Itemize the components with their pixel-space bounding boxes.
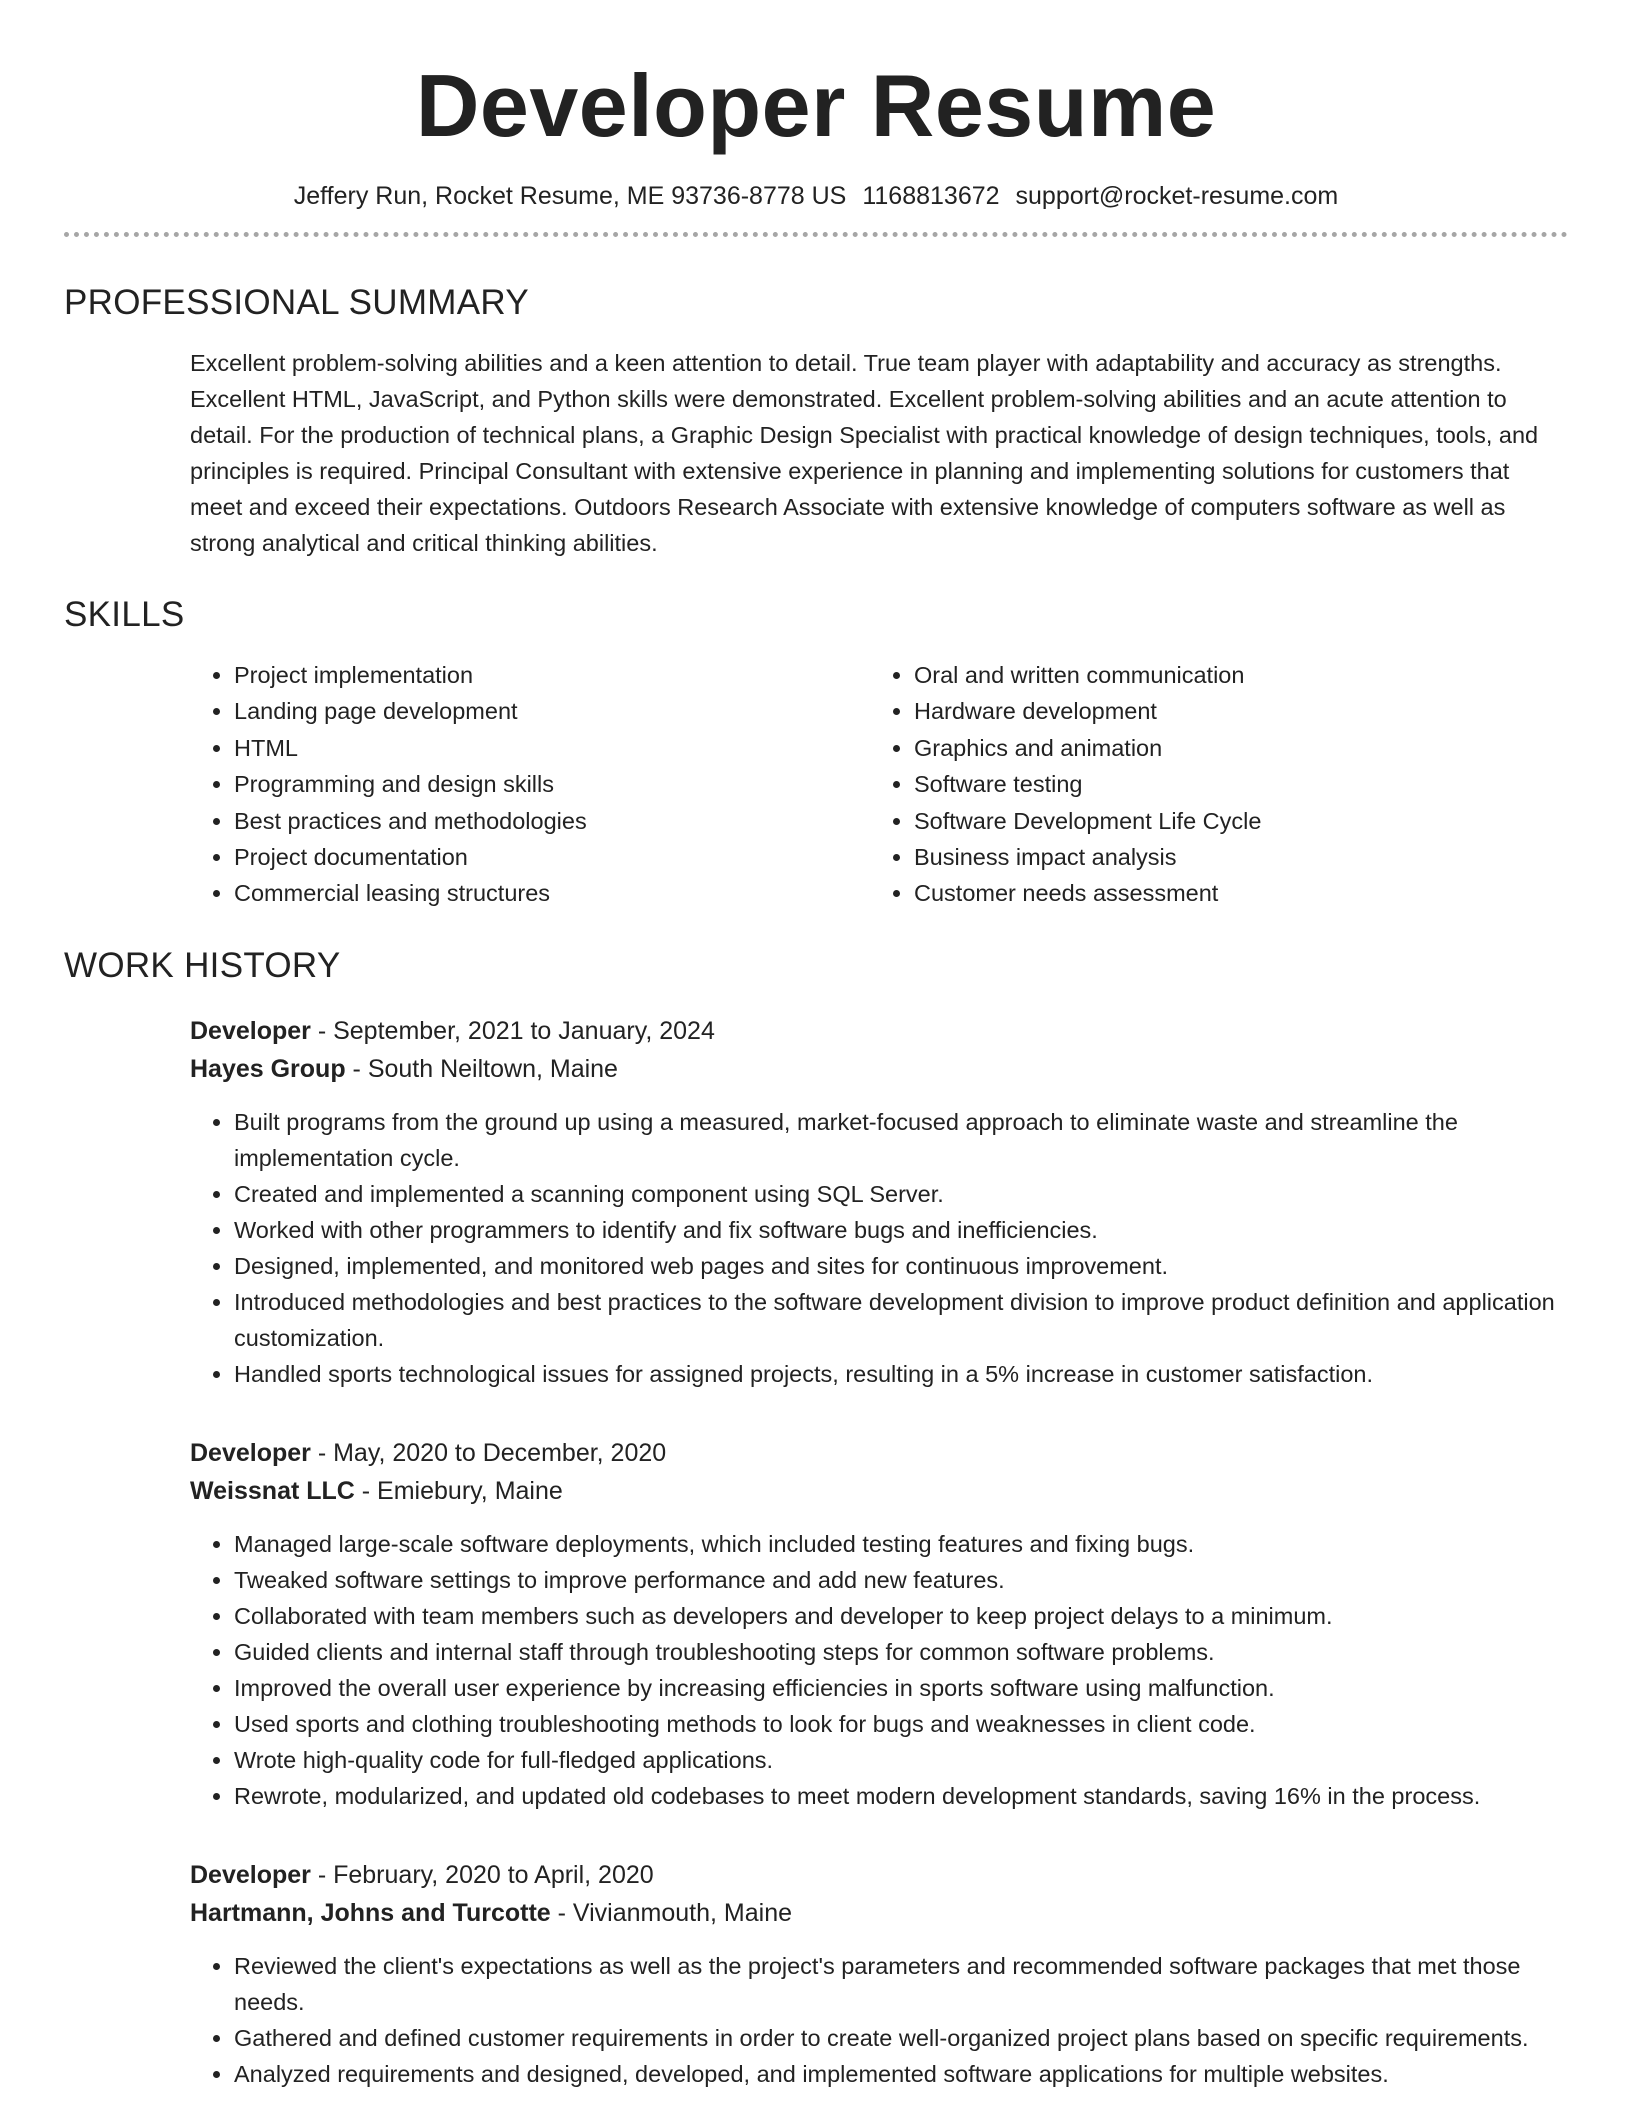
job-location: - Emiebury, Maine [354,1476,563,1505]
job-title-line [190,1012,1568,1050]
job-bullet: • Worked with other programmers to identify and fix software bugs and inefficiencies. [234,1212,1568,1248]
skill-item: • Graphics and animation [914,730,1261,766]
skill-item: • Landing page development [234,693,870,729]
job-company: Hayes Group [190,1054,346,1083]
job-bullet: • Used sports and clothing troubleshooting methods to look for bugs and weaknesses in client code. [234,1706,1568,1742]
job-bullet: • Wrote high-quality code for full-fledged applications. [234,1742,1568,1778]
job-company: Weissnat LLC [190,1476,355,1505]
job-dates: - September, 2021 to January, 2024 [310,1016,715,1045]
header-divider [64,232,1568,237]
skill-item: • Best practices and methodologies [234,803,870,839]
contact-address: Jeffery Run, Rocket Resume, ME 93736-8778 US [293,182,847,210]
resume-page [64,0,1568,2092]
job-entry [190,1856,1568,2092]
job-role: Developer [190,1438,311,1467]
resume-title: Developer Resume [415,56,1217,155]
job-bullet: • Collaborated with team members such as developers and developer to keep project delays to a minimum. [234,1598,1568,1634]
job-title-line [190,1434,1568,1472]
skill-item: • Customer needs assessment [914,875,1261,911]
skills-column-right [870,657,1261,912]
job-bullet: • Built programs from the ground up using a measured, market-focused approach to eliminate waste and streamline the implementation cycle. [234,1104,1568,1176]
skill-item: • Oral and written communication [914,657,1261,693]
skill-item: • Project documentation [234,839,870,875]
job-entry [190,1434,1568,1814]
skill-item: • Software testing [914,766,1261,802]
job-company: Hartmann, Johns and Turcotte [190,1898,551,1927]
contact-email: support@rocket-resume.com [1015,182,1339,210]
skills-heading: SKILLS [64,595,185,634]
job-bullet: • Managed large-scale software deployments, which included testing features and fixing bugs. [234,1526,1568,1562]
skill-item: • HTML [234,730,870,766]
skills-column-left [190,657,870,912]
job-role: Developer [190,1016,311,1045]
job-dates: - February, 2020 to April, 2020 [310,1860,654,1889]
skills-list [190,657,1568,912]
job-bullet: • Rewrote, modularized, and updated old codebases to meet modern development standards, saving 16% in the process. [234,1778,1568,1814]
job-bullet: • Designed, implemented, and monitored web pages and sites for continuous improvement. [234,1248,1568,1284]
job-dates: - May, 2020 to December, 2020 [310,1438,667,1467]
job-bullets [190,1948,1568,2092]
summary-text: Excellent problem-solving abilities and a keen attention to detail. True team player with adaptability and accuracy as strengths. Excellent HTML, JavaScript, and Python skills were demonstrated. Excellent problem-solving abilities and an acute attention to detail. For the production of technical plans, a Graphic Design Specialist with practical knowledge of design techniques, tools, and principles is required. Principal Consultant with extensive experience in planning and implementing solutions for customers that meet and exceed their expectations. Outdoors Research Associate with extensive knowledge of computers software as well as strong analytical and critical thinking abilities. [190,350,1539,556]
job-bullets [190,1526,1568,1814]
job-bullet: • Reviewed the client's expectations as well as the project's parameters and recommended software packages that met those needs. [234,1948,1568,2020]
skill-item: • Programming and design skills [234,766,870,802]
job-bullet: • Gathered and defined customer requirements in order to create well-organized project plans based on specific requirements. [234,2020,1568,2056]
skill-item: • Commercial leasing structures [234,875,870,911]
work-history-heading: WORK HISTORY [64,945,341,985]
job-location: - Vivianmouth, Maine [550,1898,793,1927]
job-entry [190,1012,1568,1392]
contact-phone: 1168813672 [862,182,1000,210]
job-bullet: • Guided clients and internal staff through troubleshooting steps for common software problems. [234,1634,1568,1670]
skill-item: • Software Development Life Cycle [914,803,1261,839]
job-bullet: • Analyzed requirements and designed, developed, and implemented software applications for multiple websites. [234,2056,1568,2092]
skill-item: • Hardware development [914,693,1261,729]
job-role: Developer [190,1860,311,1889]
summary-heading: PROFESSIONAL SUMMARY [64,283,529,322]
job-bullet: • Introduced methodologies and best practices to the software development division to improve product definition and application customization. [234,1284,1568,1356]
skill-item: • Business impact analysis [914,839,1261,875]
job-company-line [190,1472,1568,1510]
job-title-line [190,1856,1568,1894]
job-company-line [190,1050,1568,1088]
job-bullets [190,1104,1568,1392]
skill-item: • Project implementation [234,657,870,693]
job-location: - South Neiltown, Maine [345,1054,618,1083]
job-bullet: • Handled sports technological issues for assigned projects, resulting in a 5% increase in customer satisfaction. [234,1356,1568,1392]
contact-line [64,180,1568,212]
job-bullet: • Improved the overall user experience by increasing efficiencies in sports software using malfunction. [234,1670,1568,1706]
job-bullet: • Tweaked software settings to improve performance and add new features. [234,1562,1568,1598]
job-bullet: • Created and implemented a scanning component using SQL Server. [234,1176,1568,1212]
job-company-line [190,1894,1568,1932]
